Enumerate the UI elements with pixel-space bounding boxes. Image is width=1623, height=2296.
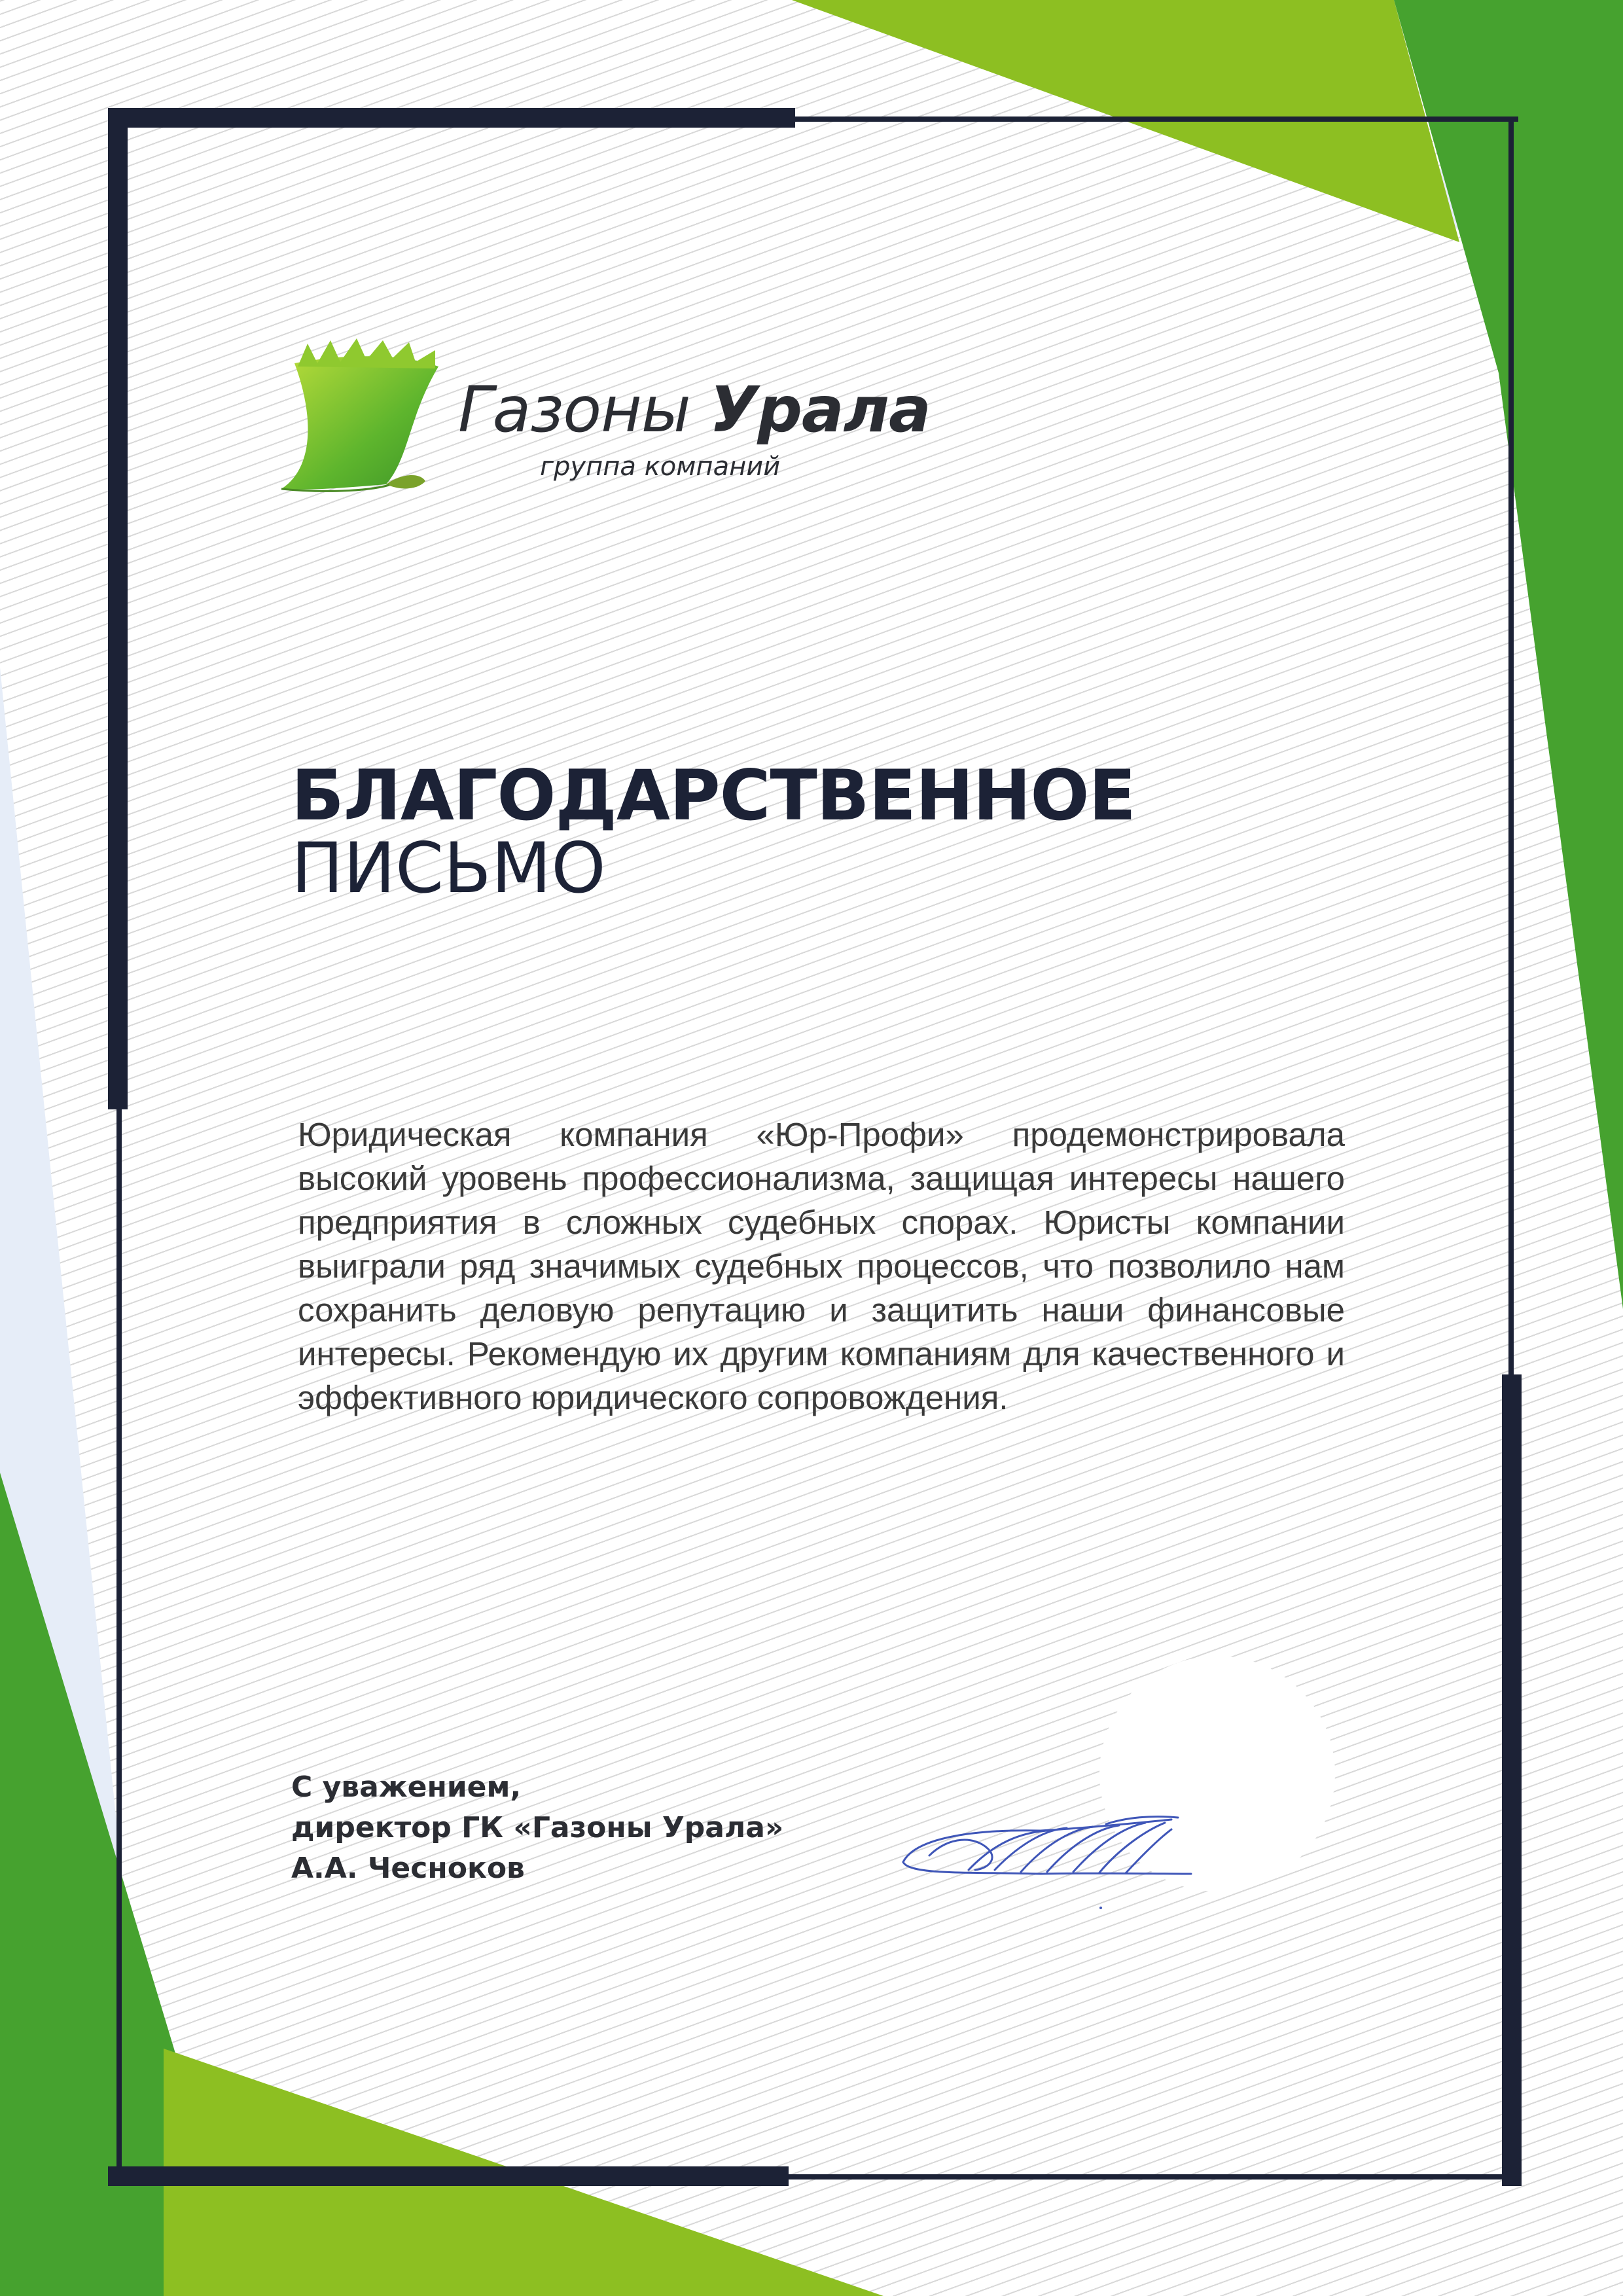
logo-name [458, 373, 931, 446]
signer-name: А.А. Чесноков [291, 1852, 525, 1885]
letter-title [291, 755, 1135, 909]
letter-body: Юридическая компания «Юр-Профи» продемонстрировала высокий уровень профессионализма, защищая интересы нашего предприятия в сложных судебных спорах. Юристы компании выиграли ряд значимых судебных процессов, что позволило нам сохранить деловую репутацию и защитить наши финансовые интересы. Рекомендую их другим компаниям для качественного и эффективного юридического сопровождения. [298, 1116, 1345, 1416]
frame-top-thin [124, 117, 1518, 122]
signature-block [291, 1767, 783, 1889]
frame-left-thick [108, 108, 128, 1109]
greeting: С уважением, [291, 1770, 522, 1804]
frame-right-thin [1508, 117, 1514, 1380]
logo-name-regular: Газоны [458, 373, 690, 446]
logo-subtitle: группа компаний [540, 452, 781, 482]
signer-position: директор ГК «Газоны Урала» [291, 1811, 784, 1844]
handwritten-signature [890, 1757, 1204, 1921]
frame-right-thick [1502, 1374, 1522, 2186]
title-line-1: БЛАГОДАРСТВЕННОЕ [291, 755, 1135, 836]
grass-leaf-icon [268, 337, 458, 501]
frame-bottom-thin [124, 2174, 1518, 2179]
logo-name-bold: Урала [709, 373, 931, 446]
title-line-2: ПИСЬМО [291, 828, 606, 909]
company-logo [268, 337, 931, 501]
frame-left-thin [116, 1106, 122, 2186]
